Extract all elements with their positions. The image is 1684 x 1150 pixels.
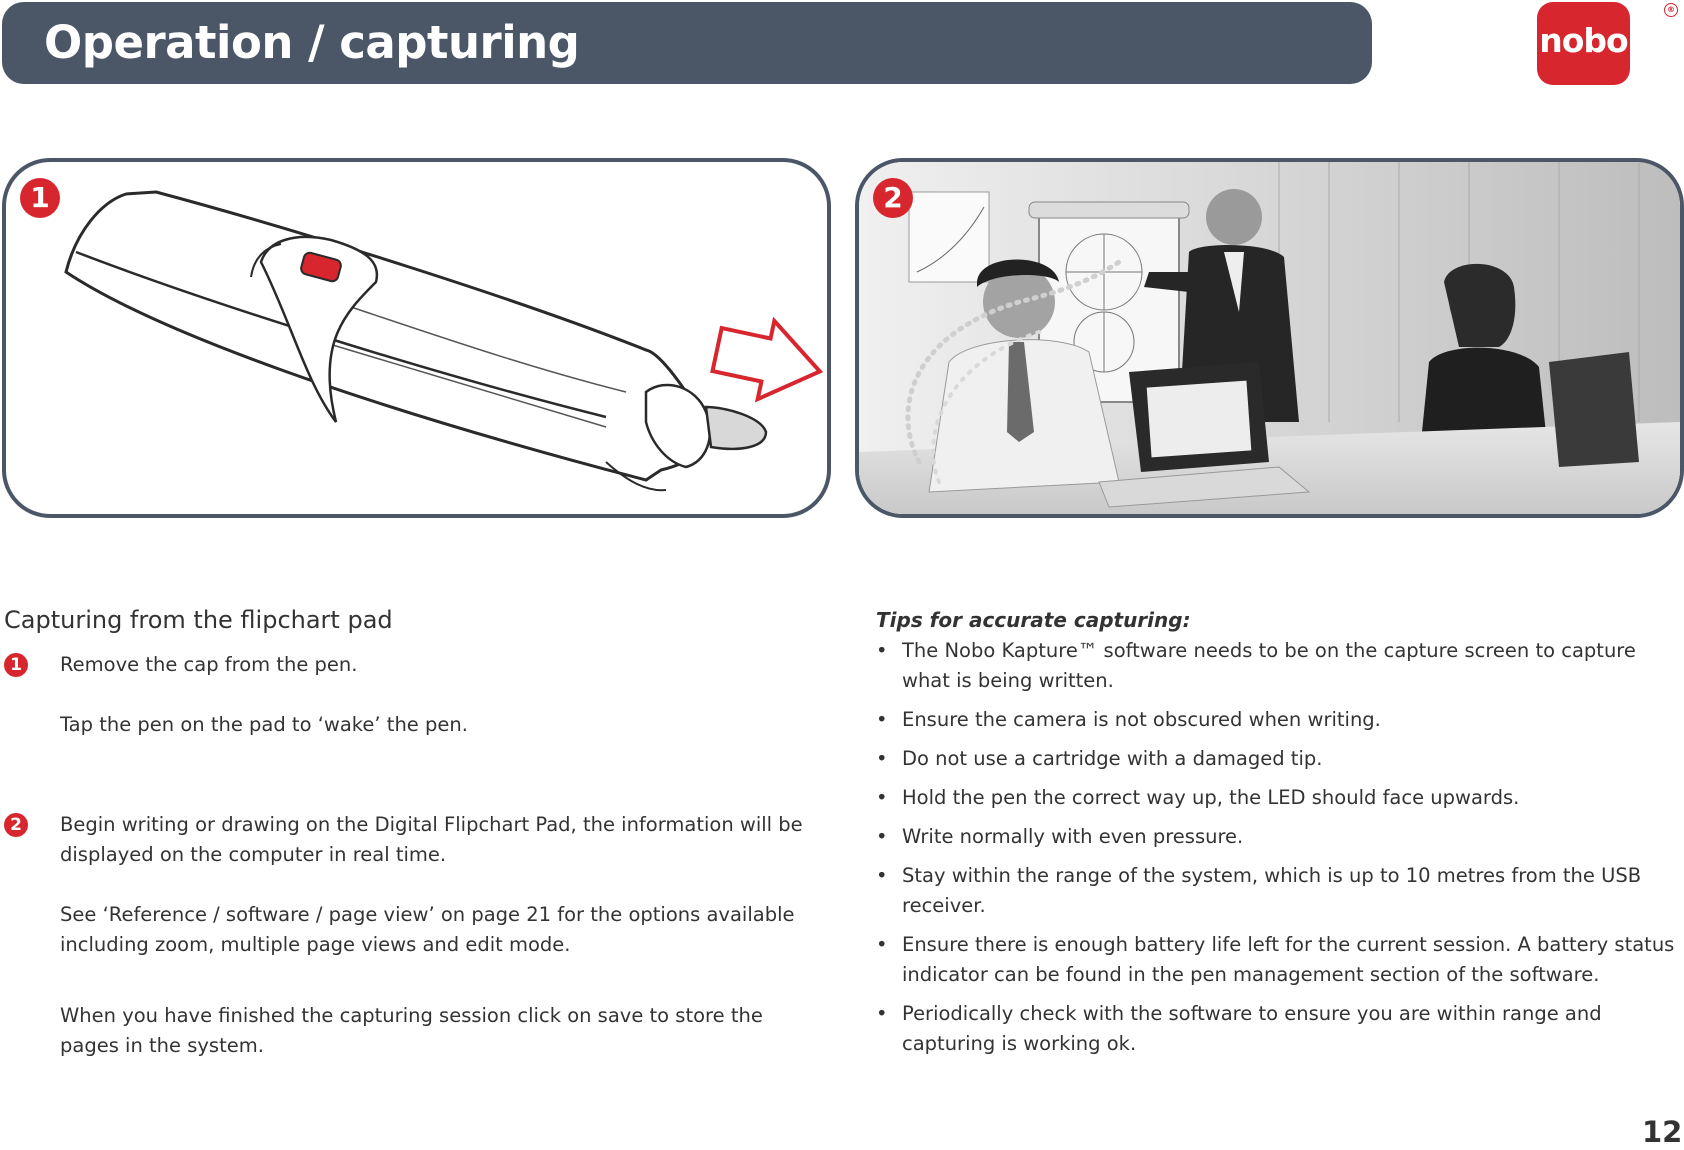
figure-pen-cap-removal [2,158,831,518]
tip-item [876,999,1682,1059]
tip-item [876,705,1682,735]
meeting-photo-illustration [859,162,1680,514]
bullet: • [876,864,888,887]
tip-text: Periodically check with the software to ensure you are within range and capturing is working ok. [902,1002,1602,1055]
bullet: • [876,708,888,731]
tips-heading: Tips for accurate capturing: [876,608,1191,632]
step-2-badge: 2 [4,813,28,837]
pen-illustration [6,162,827,514]
tips-list [876,636,1682,1068]
page-title: Operation / capturing [44,16,580,69]
tip-item [876,861,1682,921]
step-1-badge: 1 [4,653,28,677]
bullet: • [876,825,888,848]
figure-meeting-photo [855,158,1684,518]
nobo-logo [1537,2,1630,85]
bullet: • [876,786,888,809]
tip-item [876,822,1682,852]
section-heading: Capturing from the flipchart pad [4,606,393,634]
registered-mark: ® [1664,3,1678,17]
tip-item [876,744,1682,774]
step-1-text: Remove the cap from the pen. [60,653,358,676]
bullet: • [876,1002,888,1025]
page-number: 12 [1642,1115,1683,1149]
header-bar [2,2,1372,84]
tip-item [876,930,1682,990]
tip-text: Stay within the range of the system, which is up to 10 metres from the USB receiver. [902,864,1642,917]
bullet: • [876,639,888,662]
bullet: • [876,933,888,956]
logo-text: nobo [1539,21,1628,60]
tip-text: Write normally with even pressure. [902,825,1244,848]
tip-item [876,783,1682,813]
figure-2-badge: 2 [873,178,913,218]
step-2-text-2: See ‘Reference / software / page view’ on page 21 for the options available including zoom, multiple page views and edit mode. [60,903,795,956]
tip-text: Ensure the camera is not obscured when writing. [902,708,1381,731]
tip-text: Do not use a cartridge with a damaged tip. [902,747,1323,770]
step-1-text-2: Tap the pen on the pad to ‘wake’ the pen. [60,713,468,736]
tip-text: Ensure there is enough battery life left for the current session. A battery status indicator can be found in the pen management section of the software. [902,933,1675,986]
step-2-text-3: When you have finished the capturing session click on save to store the pages in the system. [60,1004,763,1057]
tip-text: Hold the pen the correct way up, the LED should face upwards. [902,786,1520,809]
tip-item [876,636,1682,696]
bullet: • [876,747,888,770]
tip-text: The Nobo Kapture™ software needs to be on the capture screen to capture what is being written. [902,639,1636,692]
step-2-text: Begin writing or drawing on the Digital Flipchart Pad, the information will be displayed on the computer in real time. [60,813,803,866]
figure-1-badge: 1 [20,178,60,218]
